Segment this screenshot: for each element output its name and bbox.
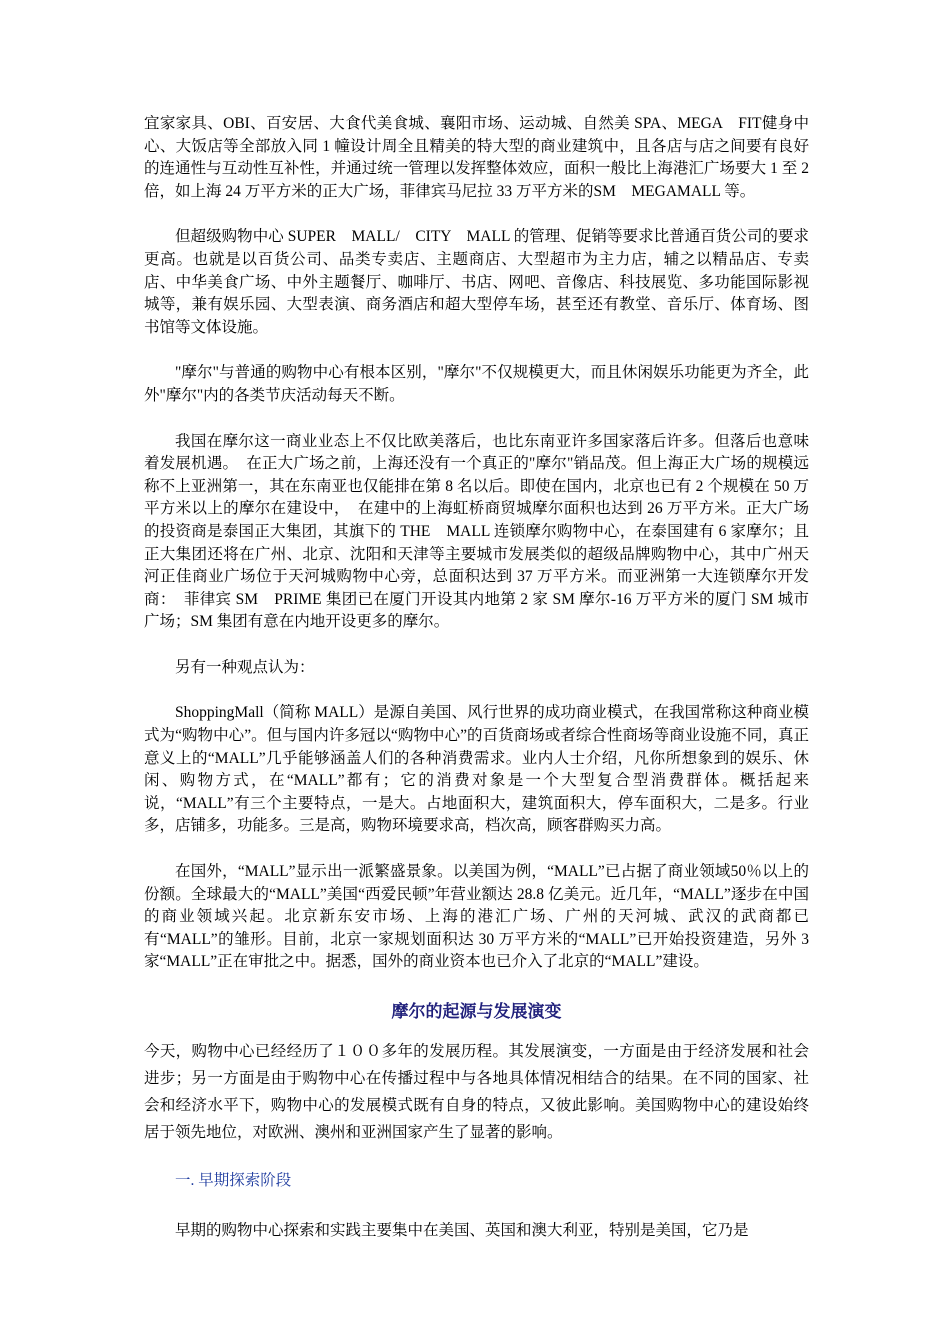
paragraph-super-mall: 但超级购物中心 SUPER MALL/ CITY MALL 的管理、促销等要求比普通百货公司的要求更高。也就是以百货公司、品类专卖店、主题商店、大型超市为主力店，辅之以精品店、专卖店、中华美食广场、中外主题餐厅、咖啡厅、书店、网吧、音像店、科技展览、多功能国际影视城等，兼有娱乐园、大型表演、商务酒店和超大型停车场，甚至还有教堂、音乐厅、体育场、图书馆等文体设施。	[144, 228, 809, 336]
paragraph-mall-abroad: 在国外，“MALL”显示出一派繁盛景象。以美国为例，“MALL”已占据了商业领域50％以上的份额。全球最大的“MALL”美国“西爱民顿”年营业额达 28.8 亿美元。近几年，“MALL”逐步在中国的商业领域兴起。北京新东安市场、上海的港汇广场、广州的天河城、武汉的武商都已有“MALL”的雏形。目前，北京一家规划面积达 30 万平方米的“MALL”已开始投资建造，另外 3 家“MALL”正在审批之中。据悉，国外的商业资本也已介入了北京的“MALL”建设。	[144, 863, 809, 971]
paragraph-early-stage: 早期的购物中心探索和实践主要集中在美国、英国和澳大利亚，特别是美国，它乃是	[175, 1222, 749, 1239]
subsection-title: 一. 早期探索阶段	[175, 1172, 292, 1189]
paragraph-another-view: 另有一种观点认为：	[175, 658, 315, 676]
paragraph-shoppingmall-definition: ShoppingMall（简称 MALL）是源自美国、风行世界的成功商业模式，在我国常称这种商业模式为“购物中心”。但与国内许多冠以“购物中心”的百货商场或者综合性商场等商业设施不同，真正意义上的“MALL”几乎能够涵盖人们的各种消费需求。业内人士介绍，凡你所想象到的娱乐、休闲、购物方式，在“MALL”都有；它的消费对象是一个大型复合型消费群体。概括起来说，“MALL”有三个主要特点，一是大。占地面积大，建筑面积大，停车面积大，二是多。行业多，店铺多，功能多。三是高，购物环境要求高，档次高，顾客群购买力高。	[144, 704, 809, 835]
paragraph-china-mall: 我国在摩尔这一商业业态上不仅比欧美落后，也比东南亚许多国家落后许多。但落后也意味着发展机遇。 在正大广场之前，上海还没有一个真正的"摩尔"销品茂。但上海正大广场的规模远称不上亚洲第一，其在东南亚也仅能排在第 8 名以后。即使在国内，北京也已有 2 个规模在 50 万平方米以上的摩尔在建设中， 在建中的上海虹桥商贸城摩尔面积也达到 26 万平方米。正大广场的投资商是泰国正大集团，其旗下的 THE MALL 连锁摩尔购物中心，在泰国建有 6 家摩尔；且正大集团还将在广州、北京、沈阳和天津等主要城市发展类似的超级品牌购物中心，其中广州天河正佳商业广场位于天河城购物中心旁，总面积达到 37 万平方米。而亚洲第一大连锁摩尔开发商： 菲律宾 SM PRIME 集团已在厦门开设其内地第 2 家 SM 摩尔-16 万平方米的厦门 SM 城市广场；SM 集团有意在内地开设更多的摩尔。	[144, 432, 809, 631]
paragraph-mall-difference: "摩尔"与普通的购物中心有根本区别，"摩尔"不仅规模更大，而且休闲娱乐功能更为齐全，此外"摩尔"内的各类节庆活动每天不断。	[144, 364, 809, 404]
paragraph-continuation: 宜家家具、OBI、百安居、大食代美食城、襄阳市场、运动城、自然美 SPA、MEGA FIT健身中心、大饭店等全部放入同 1 幢设计周全且精美的特大型的商业建筑中，且各店与店之间要有良好的连通性与互动性互补性，并通过统一管理以发挥整体效应，面积一般比上海港汇广场要大 1 至 2 倍，如上海 24 万平方米的正大广场，菲律宾马尼拉 33 万平方米的SM MEGAMALL 等。	[144, 115, 809, 200]
section-intro: 今天，购物中心已经经历了１００多年的发展历程。其发展演变，一方面是由于经济发展和社会进步；另一方面是由于购物中心在传播过程中与各地具体情况相结合的结果。在不同的国家、社会和经济水平下，购物中心的发展模式既有自身的特点，又彼此影响。美国购物中心的建设始终居于领先地位，对欧洲、澳州和亚洲国家产生了显著的影响。	[144, 1043, 809, 1141]
section-title: 摩尔的起源与发展演变	[391, 1002, 562, 1021]
document-page	[144, 113, 809, 1242]
